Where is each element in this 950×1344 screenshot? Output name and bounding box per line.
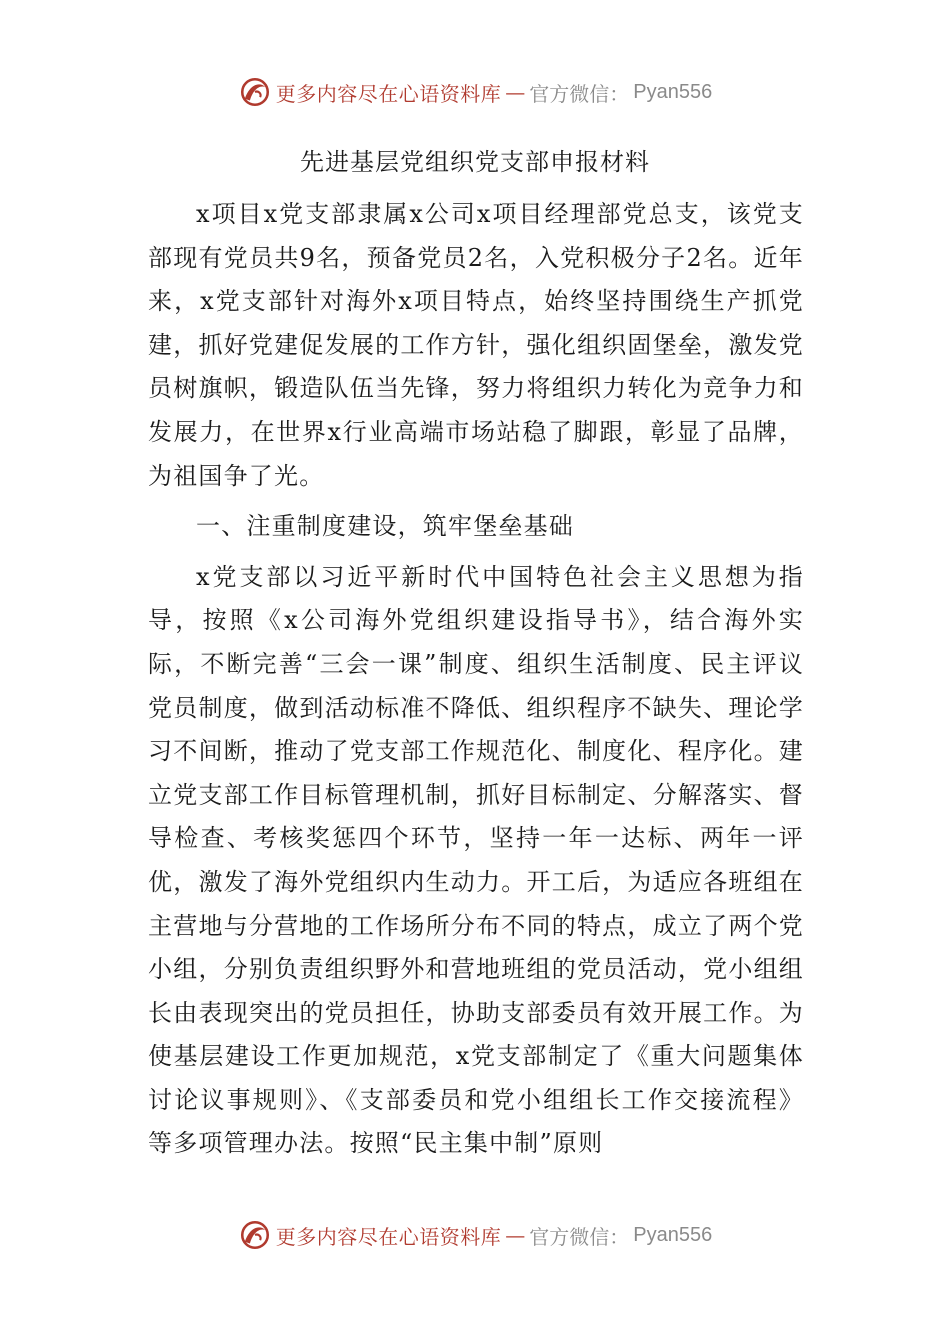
- section-paragraph-1: x党支部以习近平新时代中国特色社会主义思想为指导，按照《x公司海外党组织建设指导书》，结合海外实际，不断完善“三会一课”制度、组织生活制度、民主评议党员制度，做到活动标准不降低、组织程序不缺失、理论学习不间断，推动了党支部工作规范化、制度化、程序化。建立党支部工作目标管理机制，抓好目标制定、分解落实、督导检查、考核奖惩四个环节，坚持一年一达标、两年一评优，激发了海外党组织内生动力。开工后，为适应各班组在主营地与分营地的工作场所分布不同的特点，成立了两个党小组，分别负责组织野外和营地班组的党员活动，党小组组长由表现突出的党员担任，协助支部委员有效开展工作。为使基层建设工作更加规范，x党支部制定了《重大问题集体讨论议事规则》、《支部委员和党小组组长工作交接流程》等多项管理办法。按照“民主集中制”原则: [148, 562, 804, 1158]
- section-heading-1: 一、注重制度建设，筑牢堡垒基础: [196, 512, 574, 541]
- watermark-brand: 更多内容尽在心语资料库: [275, 1224, 502, 1249]
- watermark-dash: —: [505, 1223, 526, 1247]
- swirl-logo-icon: [238, 1218, 272, 1252]
- intro-paragraph: x项目x党支部隶属x公司x项目经理部党总支，该党支部现有党员共9名，预备党员2名，入党积极分子2名。近年来，x党支部针对海外x项目特点，始终坚持围绕生产抓党建，抓好党建促发展的工作方针，强化组织固堡垒，激发党员树旗帜，锻造队伍当先锋，努力将组织力转化为竞争力和发展力，在世界x行业高端市场站稳了脚跟，彰显了品牌，为祖国争了光。: [148, 200, 804, 490]
- watermark-header: [0, 70, 950, 114]
- watermark-wechat-id: Pyan556: [633, 1223, 713, 1246]
- watermark-footer: [0, 1213, 950, 1257]
- watermark-wechat-label: 官方微信：: [529, 1224, 630, 1249]
- watermark-wechat-label: 官方微信：: [529, 81, 630, 106]
- watermark-brand: 更多内容尽在心语资料库: [275, 81, 502, 106]
- document-body: [148, 193, 804, 1166]
- watermark-wechat-id: Pyan556: [633, 80, 713, 103]
- watermark-dash: —: [505, 80, 526, 104]
- document-title: 先进基层党组织党支部申报材料: [300, 148, 650, 176]
- swirl-logo-icon: [238, 75, 272, 109]
